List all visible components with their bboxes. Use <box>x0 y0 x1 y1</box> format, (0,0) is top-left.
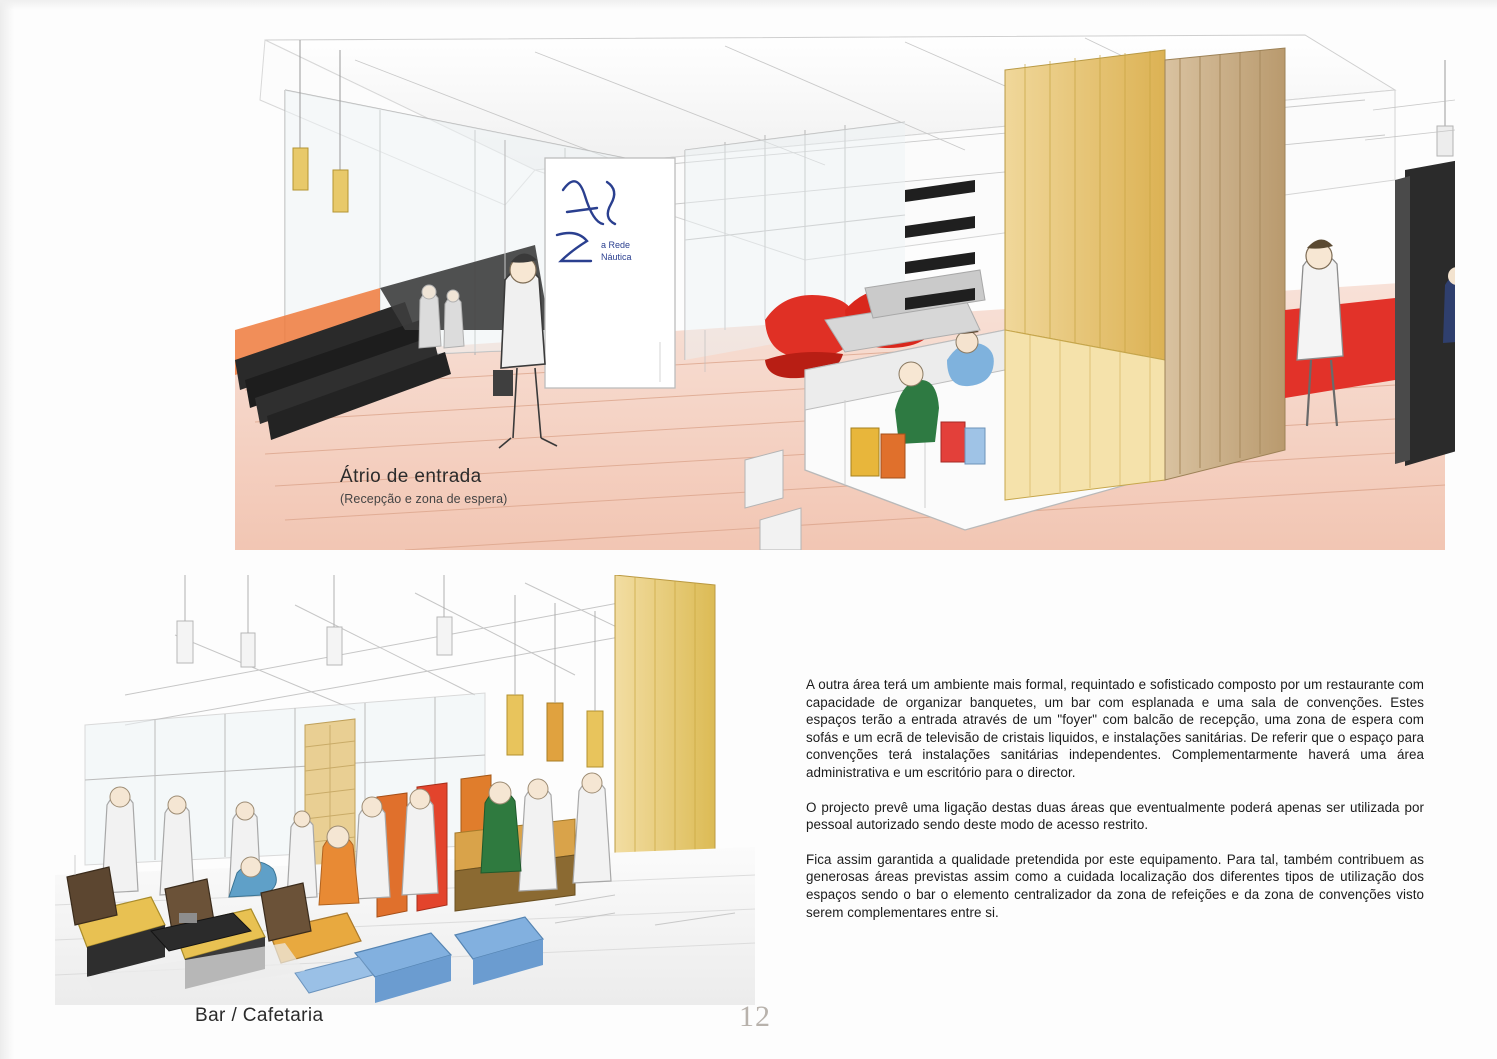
paragraph-3: Fica assim garantida a qualidade pretendida por este equipamento. Para tal, também contribuem as generosas áreas previstas assim como a cuidada localização dos diferentes tipos de utilização dos espaços sendo o bar o elemento centralizador da zona de refeições e da zona de convenções visto serem complementares entre si. <box>806 851 1424 920</box>
page-edge-shading-top <box>0 0 1497 10</box>
bar-cafeteria-caption-title: Bar / Cafetaria <box>195 1005 324 1026</box>
atrium-caption-subtitle: (Recepção e zona de espera) <box>340 491 508 506</box>
paragraph-1: A outra área terá um ambiente mais formal, requintado e sofisticado composto por um restaurante com capacidade de organizar banquetes, um bar com esplanada e uma sala de convenções. Estes espaços terão a entrada através de um "foyer" com balcão de recepção, uma zona de espera com sofás e um ecrã de televisão de cristais liquidos, e instalações sanitárias. De referir que o espaço para convenções terá instalações sanitárias independentes. Complementarmente haverá uma área administrativa e um escritório para o director. <box>806 677 1424 780</box>
bar-cafeteria-render-image <box>55 575 755 1005</box>
svg-text:Náutica: Náutica <box>601 252 632 262</box>
svg-text:a Rede: a Rede <box>601 240 631 250</box>
body-text-column <box>806 676 1424 921</box>
page-edge-shading-left <box>0 0 14 1059</box>
atrium-caption <box>340 466 760 506</box>
page-number: 12 <box>739 1000 771 1033</box>
atrium-caption-title: Átrio de entrada <box>340 466 482 487</box>
paragraph-2: O projecto prevê uma ligação destas duas áreas que eventualmente poderá apenas ser utilizada por pessoal autorizado sendo deste modo de acesso restrito. <box>806 799 1424 833</box>
